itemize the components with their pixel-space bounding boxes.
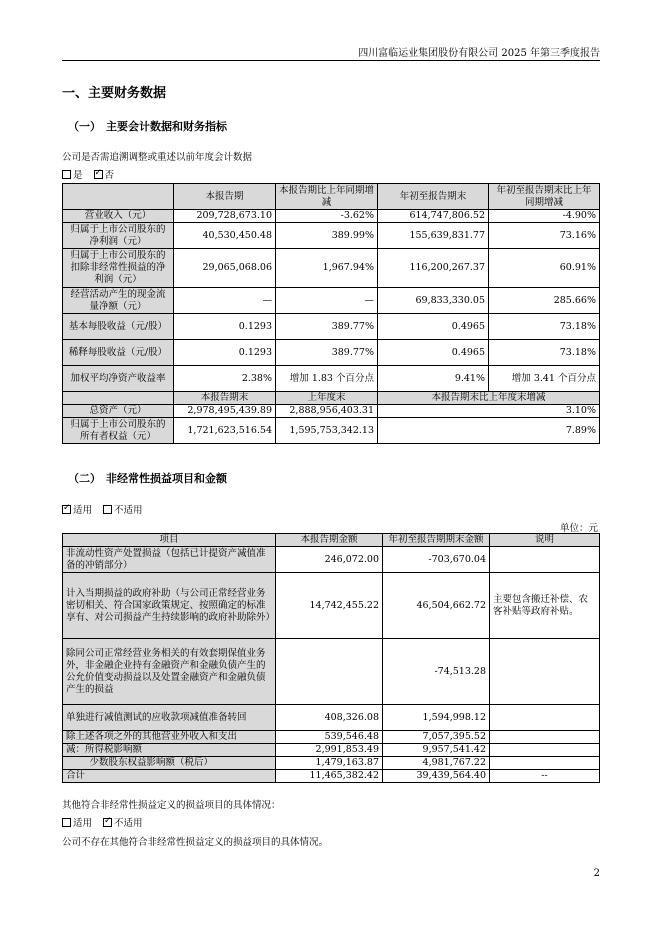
row-label: 除同公司正常经营业务相关的有效套期保值业务外，非金融企业持有金融资产和金融负债产生的公允价值变动损益以及处置金融资产和金融负债产生的损益 (63, 639, 276, 705)
applicable-checkbox[interactable] (62, 818, 71, 827)
not-applicable-label: 不适用 (114, 818, 143, 829)
table-header-row (63, 184, 600, 210)
note-cell (490, 705, 600, 731)
table-cell: 40,530,450.48 (174, 223, 276, 249)
table-cell: -703,670.04 (383, 547, 490, 573)
applicable-label: 适用 (73, 505, 93, 516)
row-label: 单独进行减值测试的应收款项减值准备转回 (63, 705, 276, 731)
table-cell: 73.18% (489, 314, 600, 340)
table-cell: 155,639,831.77 (378, 223, 489, 249)
column-header: 说明 (490, 534, 600, 547)
not-applicable-checkbox[interactable] (103, 818, 112, 827)
row-label: 除上述各项之外的其他营业外收入和支出 (63, 731, 276, 744)
row-label: 营业收入（元） (63, 210, 174, 223)
table-row (63, 223, 600, 249)
subsection-number: （一） (68, 120, 101, 133)
column-header: 年初至报告期末 (378, 184, 489, 210)
table-cell: 9,957,541.42 (383, 744, 490, 757)
table-cell: 285.66% (489, 288, 600, 314)
note-cell (490, 547, 600, 573)
table-row (63, 705, 600, 731)
table-row (63, 770, 600, 783)
row-label: 归属于上市公司股东的扣除非经常性损益的净利润（元） (63, 249, 174, 288)
table-cell: 1,721,623,516.54 (174, 418, 276, 444)
table-cell: 1,479,163.87 (276, 757, 383, 770)
column-header: 本报告期末 (174, 392, 276, 405)
table-cell: 14,742,455.22 (276, 573, 383, 639)
table-cell: 2.38% (174, 366, 276, 392)
restatement-question: 公司是否需追溯调整或重述以前年度会计数据 (62, 152, 253, 163)
table-cell: 73.16% (489, 223, 600, 249)
table-cell: 46,504,662.72 (383, 573, 490, 639)
applicable-label: 适用 (73, 818, 93, 829)
table-row (63, 249, 600, 288)
table-cell: -3.62% (276, 210, 378, 223)
table-cell: 2,888,956,403.31 (276, 405, 378, 418)
table-cell: 7,057,395.52 (383, 731, 490, 744)
table-cell: 614,747,806.52 (378, 210, 489, 223)
table-row (63, 366, 600, 392)
column-header (63, 392, 174, 405)
table-row (63, 288, 600, 314)
other-items-statement: 公司不存在其他符合非经常性损益定义的损益项目的具体情况。 (62, 837, 329, 848)
note-cell: -- (490, 770, 600, 783)
note-cell (490, 757, 600, 770)
row-label: 归属于上市公司股东的所有者权益（元） (63, 418, 174, 444)
other-items-note: 其他符合非经常性损益定义的损益项目的具体情况： (62, 800, 281, 811)
table-row (63, 547, 600, 573)
table-cell: 2,991,853.49 (276, 744, 383, 757)
page-header: 四川富临运业集团股份有限公司 2025 年第三季度报告 (358, 48, 600, 59)
subsection-label: 主要会计数据和财务指标 (106, 120, 227, 133)
table-cell: 0.4965 (378, 340, 489, 366)
no-label: 否 (104, 170, 115, 181)
table-cell: 11,465,382.42 (276, 770, 383, 783)
note-cell (490, 731, 600, 744)
table-cell: 0.4965 (378, 314, 489, 340)
page-number: 2 (593, 868, 600, 879)
note-cell (490, 639, 600, 705)
row-label: 计入当期损益的政府补助（与公司正常经营业务密切相关、符合国家政策规定、按照确定的标准享有、对公司损益产生持续影响的政府补助除外） (63, 573, 276, 639)
table-cell: 增加 3.41 个百分点 (489, 366, 600, 392)
table-cell: 2,978,495,439.89 (174, 405, 276, 418)
column-header: 本报告期 (174, 184, 276, 210)
table-row (63, 731, 600, 744)
row-label: 加权平均净资产收益率 (63, 366, 174, 392)
row-label: 合计 (63, 770, 276, 783)
table-cell: 389.77% (276, 314, 378, 340)
column-header: 年初至报告期末比上年同期增减 (489, 184, 600, 210)
table-cell: 0.1293 (174, 340, 276, 366)
row-label: 归属于上市公司股东的净利润（元） (63, 223, 174, 249)
table-header-row (63, 534, 600, 547)
unit-label: 单位：元 (559, 523, 598, 534)
row-label: 减：所得税影响额 (63, 744, 276, 757)
table-cell: 增加 1.83 个百分点 (276, 366, 378, 392)
table-row (63, 757, 600, 770)
table-row (63, 744, 600, 757)
financial-indicators-table (62, 183, 600, 444)
table-cell: — (276, 288, 378, 314)
table-row (63, 639, 600, 705)
table-cell: 389.77% (276, 340, 378, 366)
table-cell: 389.99% (276, 223, 378, 249)
table-row (63, 314, 600, 340)
table-cell: 4,981,767.22 (383, 757, 490, 770)
table-row (63, 405, 600, 418)
restatement-options (62, 167, 114, 181)
table-cell (276, 639, 383, 705)
row-label: 经营活动产生的现金流量净额（元） (63, 288, 174, 314)
subsection-title-1 (68, 118, 227, 134)
column-header: 本报告期金额 (276, 534, 383, 547)
table-cell: 0.1293 (174, 314, 276, 340)
table-cell: 7.89% (378, 418, 600, 444)
table-cell: 408,326.08 (276, 705, 383, 731)
table-cell: 29,065,068.06 (174, 249, 276, 288)
section-title: 一、主要财务数据 (62, 86, 167, 101)
not-applicable-checkbox[interactable] (103, 505, 112, 514)
table-row (63, 340, 600, 366)
subsection-number: （二） (68, 472, 101, 485)
table-cell: 1,967.94% (276, 249, 378, 288)
column-header: 本报告期末比上年度末增减 (378, 392, 600, 405)
table-cell: 539,546.48 (276, 731, 383, 744)
table-cell: 73.18% (489, 340, 600, 366)
row-label: 总资产（元） (63, 405, 174, 418)
other-items-options (62, 815, 143, 829)
note-cell (490, 744, 600, 757)
column-header: 本报告期比上年同期增减 (276, 184, 378, 210)
applicability-options (62, 502, 143, 516)
non-recurring-items-table (62, 533, 600, 783)
subsection-title-2 (68, 470, 227, 486)
table-cell: 60.91% (489, 249, 600, 288)
column-header: 项目 (63, 534, 276, 547)
applicable-checkbox[interactable] (62, 505, 71, 514)
row-label: 非流动性资产处置损益（包括已计提资产减值准备的冲销部分） (63, 547, 276, 573)
table-cell: -4.90% (489, 210, 600, 223)
table-cell: 9.41% (378, 366, 489, 392)
column-header: 上年度末 (276, 392, 378, 405)
table-cell: -74,513.28 (383, 639, 490, 705)
table-row (63, 418, 600, 444)
not-applicable-label: 不适用 (114, 505, 143, 516)
note-cell: 主要包含搬迁补偿、农客补贴等政府补贴。 (490, 573, 600, 639)
column-header (63, 184, 174, 210)
table-cell: 1,594,998.12 (383, 705, 490, 731)
table-cell: 116,200,267.37 (378, 249, 489, 288)
column-header: 年初至报告期期末金额 (383, 534, 490, 547)
row-label: 稀释每股收益（元/股） (63, 340, 174, 366)
yes-checkbox[interactable] (62, 170, 71, 179)
table-cell: 246,072.00 (276, 547, 383, 573)
table-cell: 3.10% (378, 405, 600, 418)
row-label: 少数股东权益影响额（税后） (63, 757, 276, 770)
table-cell: 1,595,753,342.13 (276, 418, 378, 444)
subsection-label: 非经常性损益项目和金额 (106, 472, 227, 485)
header-divider (62, 60, 600, 61)
table-row (63, 210, 600, 223)
table-header-row (63, 392, 600, 405)
table-cell: 209,728,673.10 (174, 210, 276, 223)
row-label: 基本每股收益（元/股） (63, 314, 174, 340)
yes-label: 是 (73, 170, 83, 181)
no-checkbox[interactable] (94, 170, 103, 179)
table-row (63, 573, 600, 639)
table-cell: 69,833,330.05 (378, 288, 489, 314)
table-cell: — (174, 288, 276, 314)
table-cell: 39,439,564.40 (383, 770, 490, 783)
